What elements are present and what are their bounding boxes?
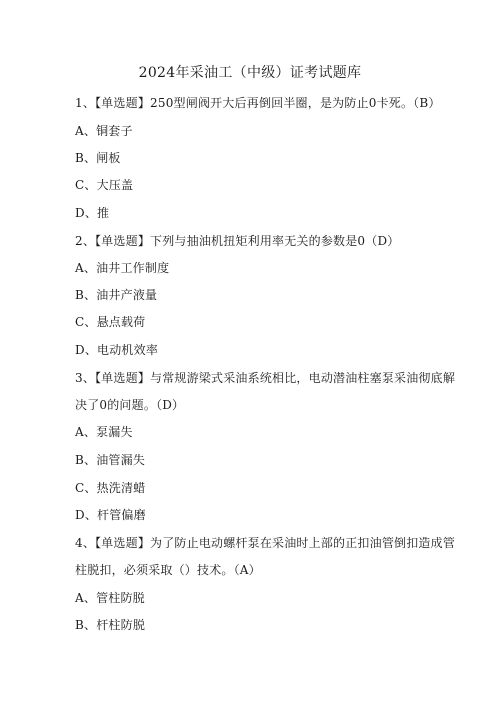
question-2-option-a: A、油井工作制度 (75, 261, 170, 275)
question-3-text-line-2: 决了0的问题。（D） (75, 398, 185, 412)
question-2-text: 2、【单选题】下列与抽油机扭矩利用率无关的参数是0（D） (75, 234, 400, 248)
question-2-option-d: D、电动机效率 (75, 343, 159, 357)
question-3-option-b: B、油管漏失 (75, 453, 146, 467)
question-1-text: 1、【单选题】250型闸阀开大后再倒回半圈，是为防止0卡死。（B） (75, 96, 441, 110)
question-4-option-a: A、管柱防脱 (75, 591, 145, 605)
question-3-text-line-1: 3、【单选题】与常规游梁式采油系统相比，电动潜油柱塞泵采油彻底解 (75, 371, 456, 385)
question-3-option-a: A、泵漏失 (75, 425, 133, 439)
question-4-option-b: B、杆柱防脱 (75, 618, 146, 632)
question-3-option-d: D、杆管偏磨 (75, 508, 146, 522)
question-2-option-b: B、油井产液量 (75, 288, 158, 302)
question-2-option-c: C、悬点载荷 (75, 315, 146, 329)
question-1-option-c: C、大压盖 (75, 178, 134, 192)
question-4-text-line-2: 柱脱扣，必须采取（）技术。（A） (75, 563, 261, 577)
question-3-option-c: C、热洗清蜡 (75, 481, 146, 495)
question-1-option-b: B、闸板 (75, 151, 121, 165)
question-1-option-d: D、推 (75, 206, 110, 220)
question-1-option-a: A、铜套子 (75, 124, 133, 138)
page-title: 2024年采油工（中级）证考试题库 (138, 65, 362, 81)
question-4-text-line-1: 4、【单选题】为了防止电动螺杆泵在采油时上部的正扣油管倒扣造成管 (75, 536, 456, 550)
